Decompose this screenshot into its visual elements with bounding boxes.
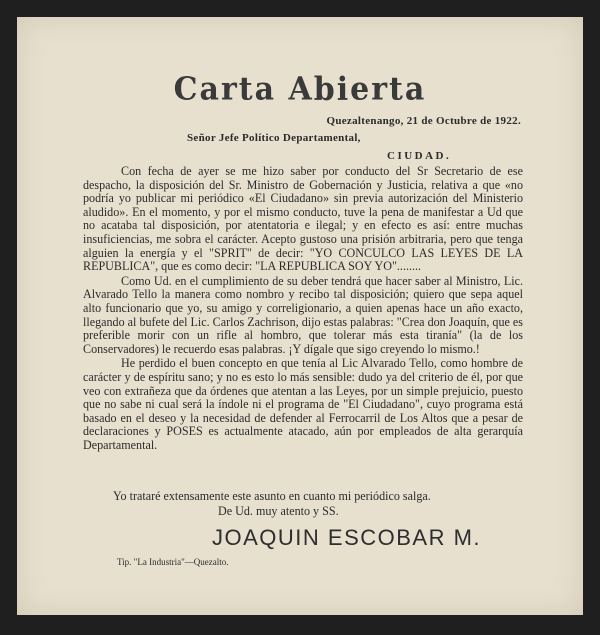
letter-title: Carta Abierta (173, 71, 427, 108)
paragraph-1: Con fecha de ayer se me hizo saber por conducto del Sr Secretario de ese despacho, la disposición del Sr. Ministro de Gobernación y Justicia, relativa a que «no podría yo publicar mi periódico «El Ciudadano» sin previa autorización del Ministerio aludido». En el momento, y por el mismo conducto, tuve la pena de manifestar a Ud que no acataba tal disposición, por atentatoria e ilegal; y en efecto es así: entre muchas insuficiencias, me sobra el carácter. Acepto gustoso una prisión arbitraria, pero que tenga alguien la energía y el "SPRIT" de decir: "YO CONCULCO LAS LEYES DE LA REPUBLICA", que es como decir: "LA REPUBLICA SOY YO"........ (83, 164, 523, 274)
closing-line: Yo trataré extensamente este asunto en cuanto mi periódico salga. (113, 489, 431, 503)
paragraph-3: He perdido el buen concepto en que tenía al Lic Alvarado Tello, como hombre de carácter y de espíritu sano; y no es esto lo más sensible: dudo ya del criterio de él, por que veo con extrañeza que da órdenes que atentan a las Leyes, por un simple prejuicio, puesto que no sabe ni cual será la índole ni el programa de "El Ciudadano", cuyo programa está basado en el deseo y la necesidad de defender al Ferrocarril de Los Altos que a pesar de declaraciones y POSES es actualmente atacado, aún por empleados de alta gerarquía Departamental. (83, 356, 523, 452)
printer-imprint: Tip. "La Industria"—Quezalto. (117, 557, 229, 567)
paragraph-2: Como Ud. en el cumplimiento de su deber tendrá que hacer saber al Ministro, Lic. Alvarado Tello la manera como nombro y recibo tal disposición; quiero que sepa aquel alto funcionario que yo, su amigo y correligionario, a quien apenas hace un año exacto, llegando al bufete del Lic. Carlos Zachrison, dijo estas palabras: "Crea don Joaquín, que es preferible morir con un rifle al hombro, que tolerar más esta tiranía" (la de los Conservadores) le recuerdo esas palabras. ¡Y dígale que sigo creyendo lo mismo.! (83, 273, 523, 356)
letter-sheet (17, 17, 583, 615)
dateline: Quezaltenango, 21 de Octubre de 1922. (326, 115, 521, 127)
regards-line: De Ud. muy atento y SS. (218, 504, 339, 518)
city: CIUDAD. (387, 150, 452, 162)
signature: JOAQUIN ESCOBAR M. (212, 525, 482, 550)
recipient: Señor Jefe Político Departamental, (187, 132, 361, 144)
letter-body (83, 165, 523, 452)
